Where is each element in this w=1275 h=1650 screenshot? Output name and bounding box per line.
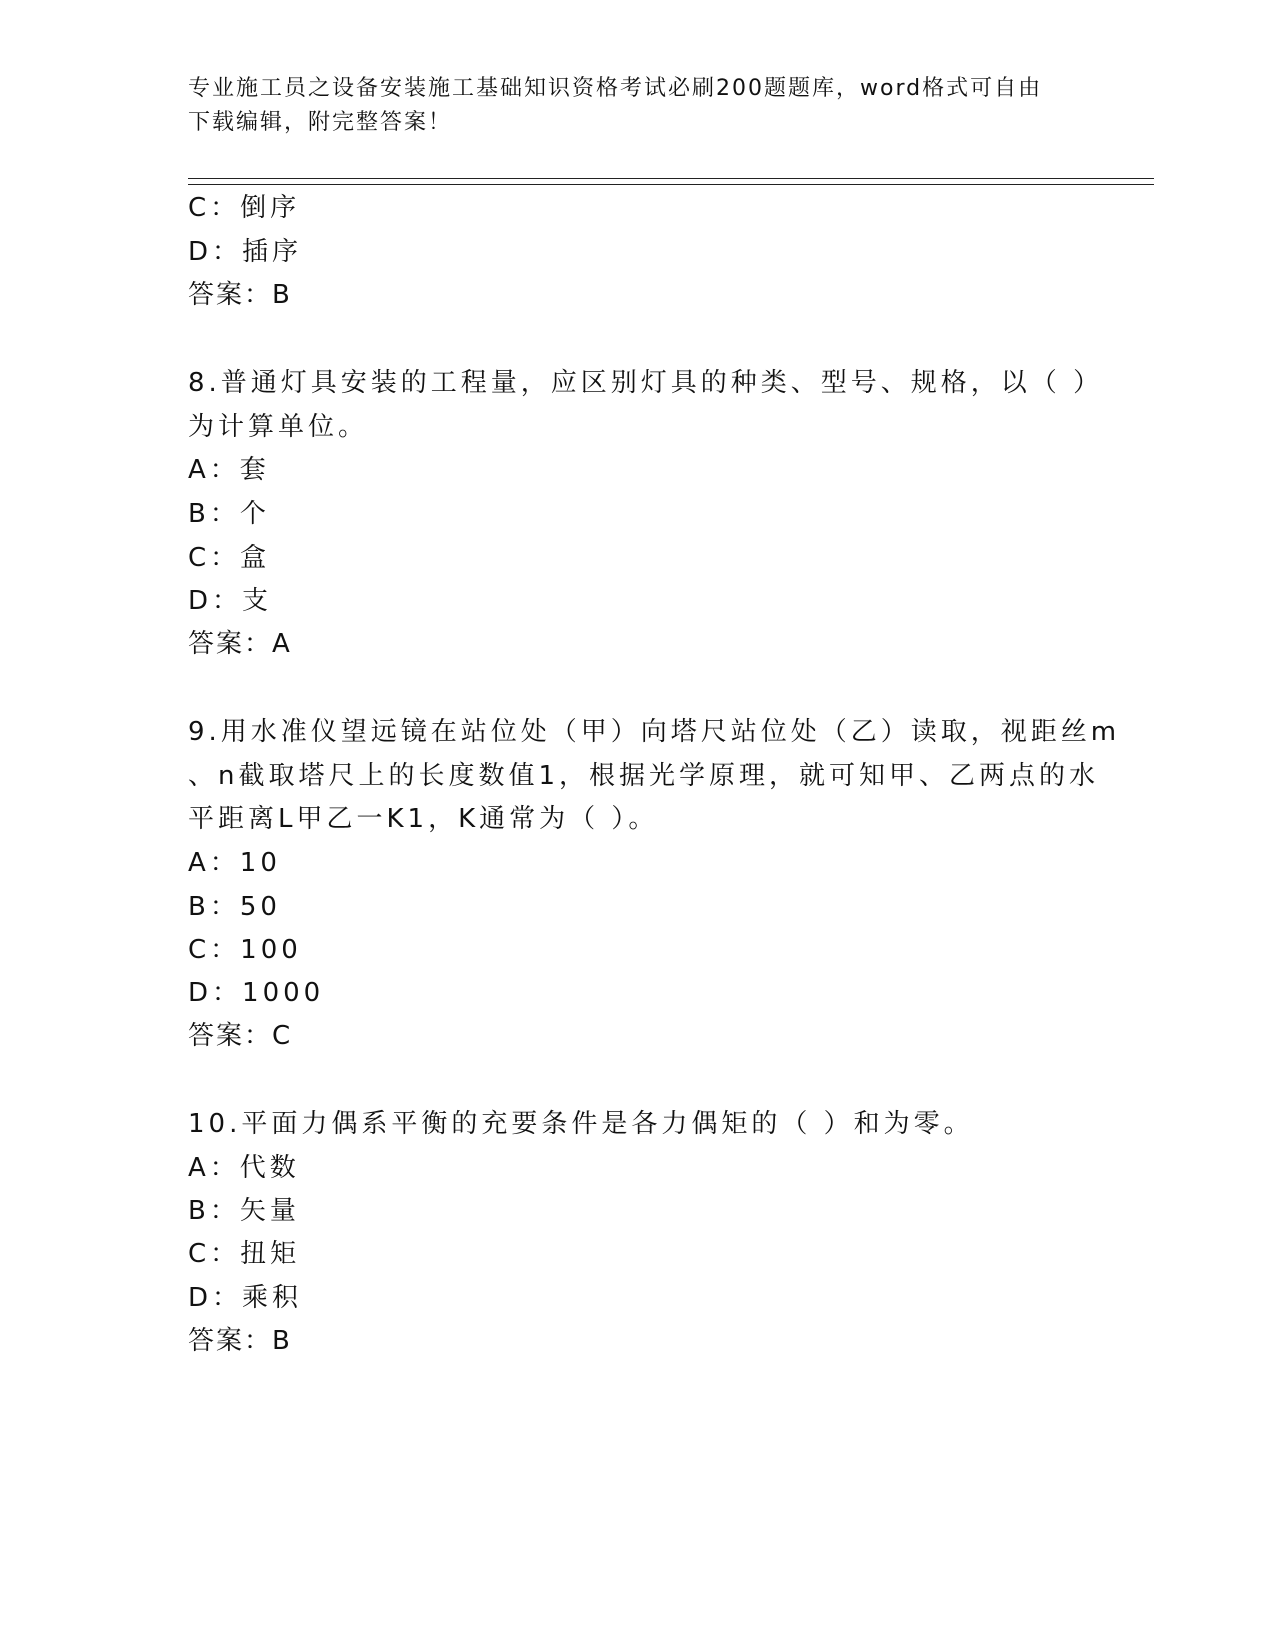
header-divider-top [188, 178, 1154, 179]
header-line-2: 下载编辑，附完整答案！ [188, 110, 453, 135]
question-9-line-2: 、n截取塔尺上的长度数值1，根据光学原理，就可知甲、乙两点的水 [188, 761, 1100, 791]
question-9-line-1: 9.用水准仪望远镜在站位处（甲）向塔尺站位处（乙）读取，视距丝m [188, 717, 1121, 747]
question-10-option-a: A：代数 [188, 1153, 300, 1183]
question-8-answer: 答案：A [188, 629, 292, 659]
header-line-1: 专业施工员之设备安装施工基础知识资格考试必刷200题题库，word格式可自由 [188, 76, 1043, 101]
question-9-option-d: D：1000 [188, 978, 325, 1008]
question-10-option-c: C：扭矩 [188, 1239, 301, 1269]
question-8-option-a: A：套 [188, 455, 270, 485]
question-10-option-b: B：矢量 [188, 1196, 300, 1226]
document-header [188, 72, 1088, 140]
option-d: D：插序 [188, 237, 303, 267]
question-10-answer: 答案：B [188, 1326, 292, 1356]
question-8-option-d: D：支 [188, 586, 273, 616]
answer: 答案：B [188, 280, 292, 310]
question-9-option-b: B：50 [188, 892, 281, 922]
question-8-option-c: C：盒 [188, 543, 271, 573]
question-9-option-c: C：100 [188, 935, 302, 965]
option-c: C：倒序 [188, 193, 301, 223]
question-10-option-d: D：乘积 [188, 1283, 303, 1313]
question-8-line-2: 为计算单位。 [188, 412, 369, 442]
question-10-line-1: 10.平面力偶系平衡的充要条件是各力偶矩的（ ）和为零。 [188, 1109, 974, 1139]
question-9-line-3: 平距离L甲乙一K1，K通常为（ ）。 [188, 804, 659, 834]
question-9-option-a: A：10 [188, 848, 281, 878]
question-8-line-1: 8.普通灯具安装的工程量，应区别灯具的种类、型号、规格，以（ ） [188, 368, 1104, 398]
question-8-option-b: B：个 [188, 499, 270, 529]
question-9-answer: 答案：C [188, 1021, 293, 1051]
header-divider-bottom [188, 184, 1154, 185]
